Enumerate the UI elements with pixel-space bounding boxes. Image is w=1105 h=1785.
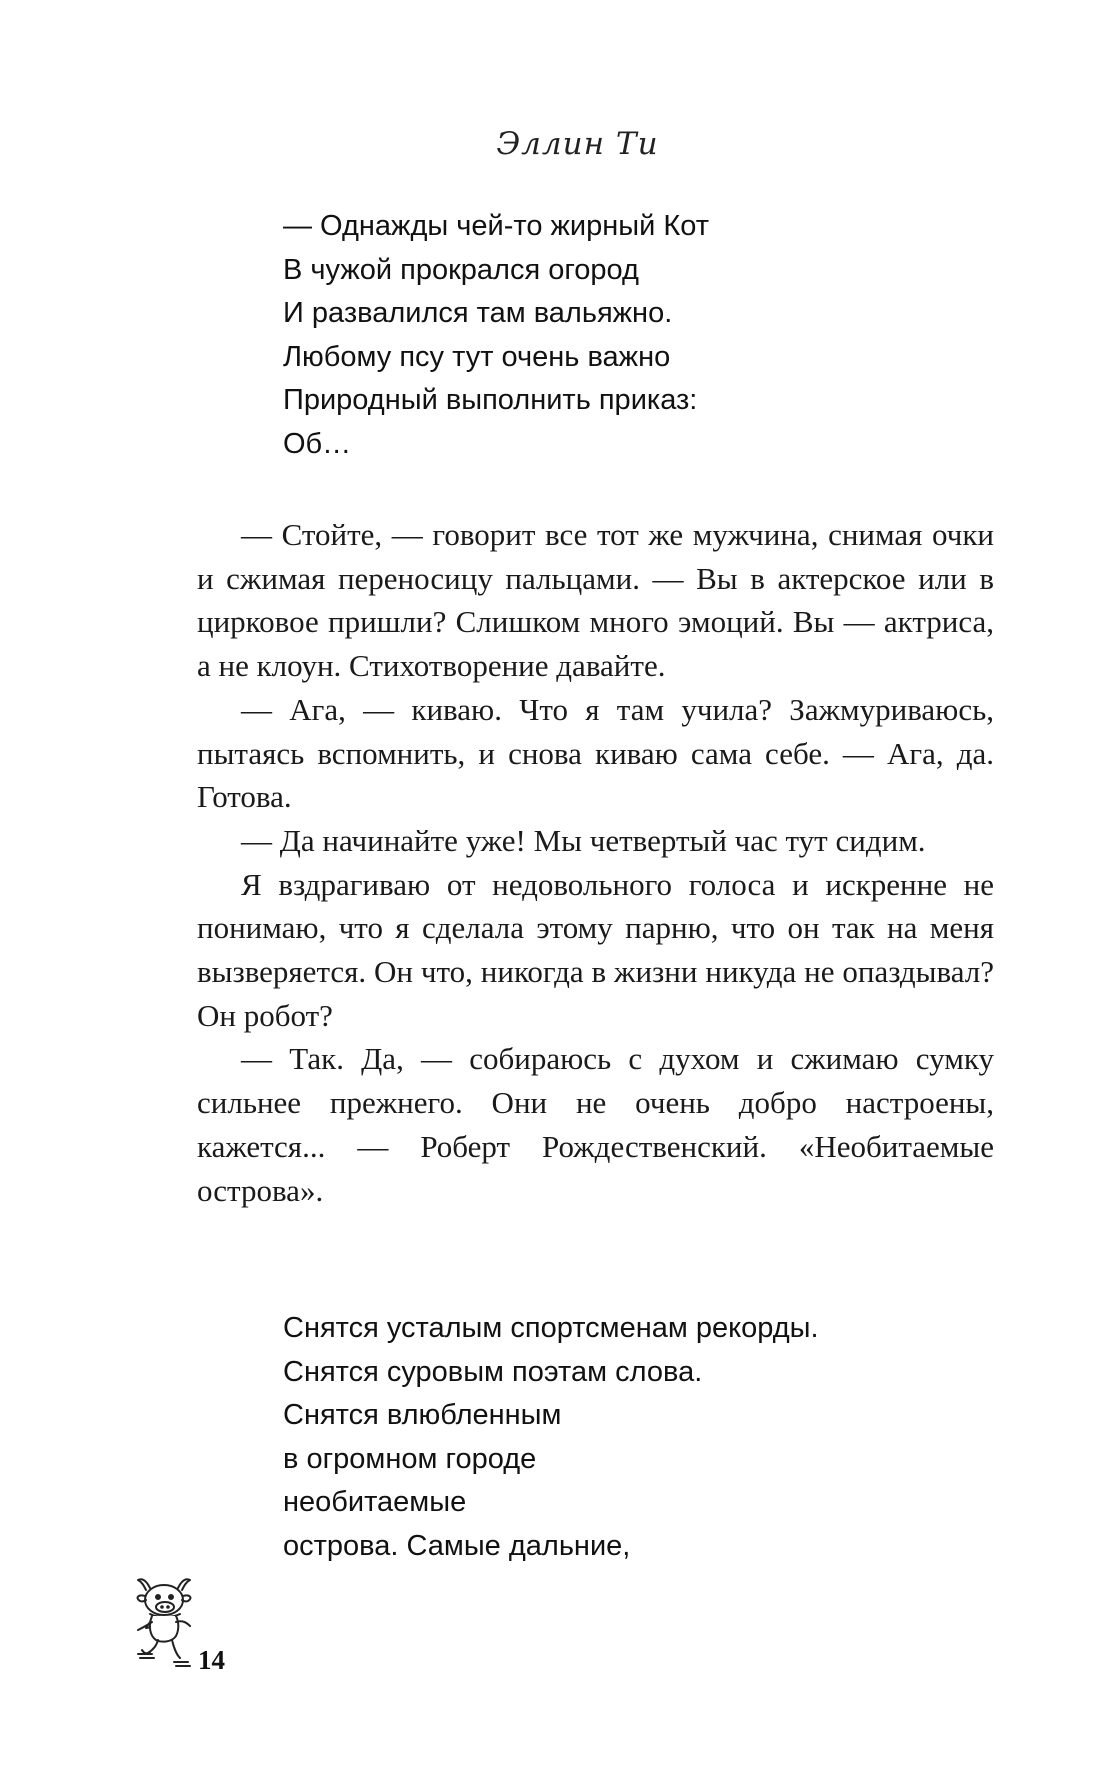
page-number: 14 (198, 1645, 225, 1675)
poem-excerpt-2 (283, 1307, 819, 1568)
verse-line: Снятся суровым поэтам слова. (283, 1355, 703, 1388)
verse-line: Любому псу тут очень важно (283, 340, 671, 373)
verse-line: Природный выполнить приказ: (283, 384, 698, 416)
paragraph: — Стойте, — говорит все тот же мужчина, снимая очки и сжимая переносицу пальцами. — Вы в актерское или в цирковое пришли? Слишком много эмоций. Вы — актриса, а не клоун. Стихотворение давайте. (197, 517, 994, 684)
verse-line: Об… (283, 427, 352, 460)
paragraph: — Так. Да, — собираюсь с духом и сжимаю сумку сильнее прежнего. Они не очень добро настроены, кажется... — Роберт Рождественский. «Необитаемые острова». (197, 1041, 994, 1208)
paragraph: — Да начинайте уже! Мы четвертый час тут сидим. (241, 822, 926, 858)
poem-excerpt-1 (283, 205, 709, 466)
running-title: Эллин Ти (496, 126, 659, 162)
paragraph: Я вздрагиваю от недовольного голоса и искренне не понимаю, что я сделала этому парню, что он так на меня вызверяется. Он что, никогда в жизни никуда не опаздывал? Он робот? (197, 866, 994, 1033)
verse-line: острова. Самые дальние, (283, 1529, 631, 1562)
verse-line: Снятся влюбленным (283, 1399, 562, 1431)
verse-line: В чужой прокрался огород (283, 253, 639, 286)
verse-line: — Однажды чей-то жирный Кот (283, 210, 710, 242)
verse-line: Снятся усталым спортсменам рекорды. (283, 1312, 819, 1344)
verse-line: И развалился там вальяжно. (283, 297, 673, 329)
prose-body (197, 513, 994, 1212)
verse-line: в огромном городе (283, 1442, 537, 1475)
paragraph: — Ага, — киваю. Что я там учила? Зажмуриваюсь, пытаясь вспомнить, и снова киваю сама себе. — Ага, да. Готова. (197, 691, 994, 815)
verse-line: необитаемые (283, 1486, 467, 1518)
